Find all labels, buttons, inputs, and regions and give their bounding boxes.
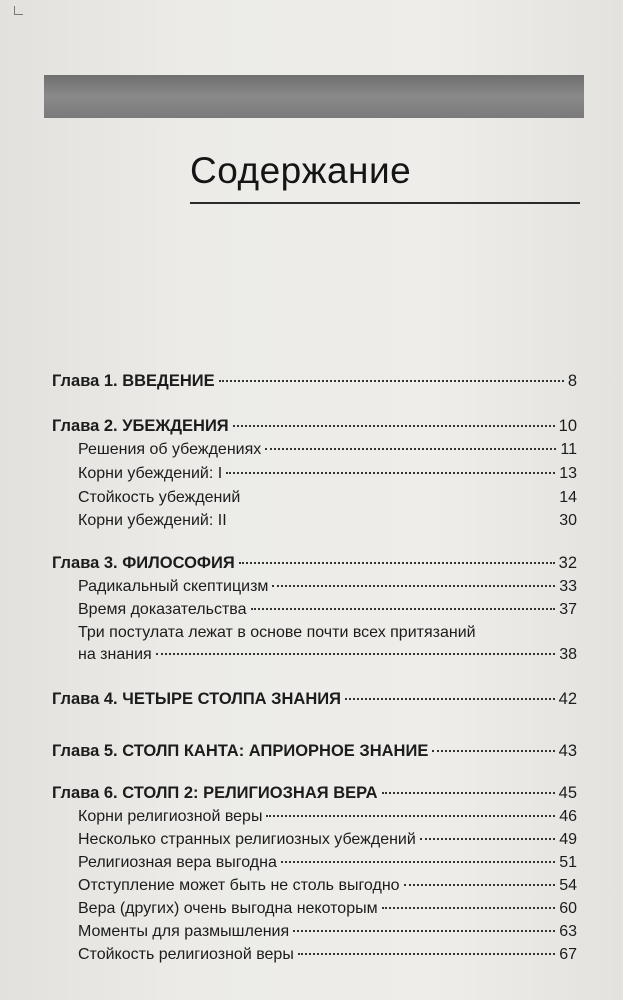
toc-page: 63 <box>559 923 577 940</box>
toc-section[interactable] <box>78 441 577 459</box>
toc-page: 54 <box>559 877 577 894</box>
toc-label: Корни убеждений: II <box>78 512 227 529</box>
toc-section-multiline[interactable] <box>78 624 577 664</box>
toc-page: 49 <box>559 831 577 848</box>
toc-label: Решения об убеждениях <box>78 441 262 458</box>
leader-dots <box>420 838 555 840</box>
toc-page: 51 <box>559 854 577 871</box>
toc-section[interactable] <box>78 601 577 619</box>
toc-label: Глава 5. СТОЛП КАНТА: АПРИОРНОЕ ЗНАНИЕ <box>52 742 429 760</box>
leader-dots <box>265 448 556 450</box>
toc-label: Несколько странных религиозных убеждений <box>78 831 416 848</box>
leader-dots <box>272 585 555 587</box>
toc-section[interactable] <box>78 465 577 483</box>
leader-dots <box>404 884 556 886</box>
leader-dots <box>432 750 554 752</box>
toc-label: Время доказательства <box>78 601 247 618</box>
leader-dots <box>156 653 556 655</box>
header-bar <box>44 75 584 118</box>
toc-page: 43 <box>558 742 577 760</box>
toc-section[interactable] <box>78 489 577 507</box>
toc-section[interactable] <box>78 854 577 872</box>
toc-chapter-1[interactable] <box>52 372 577 391</box>
toc-page: 32 <box>558 554 577 572</box>
leader-dots <box>231 519 556 521</box>
toc-page: 46 <box>559 808 577 825</box>
toc-chapter-4[interactable] <box>52 690 577 709</box>
toc-section[interactable] <box>78 831 577 849</box>
leader-dots <box>266 815 555 817</box>
toc-label: Глава 4. ЧЕТЫРЕ СТОЛПА ЗНАНИЯ <box>52 690 341 708</box>
leader-dots <box>298 953 555 955</box>
page-title: Содержание <box>190 150 412 191</box>
toc-page: 14 <box>559 489 577 506</box>
toc-section[interactable] <box>78 900 577 918</box>
leader-dots <box>281 861 555 863</box>
toc-chapter-5[interactable] <box>52 742 577 761</box>
toc-label: Корни убеждений: I <box>78 465 223 482</box>
toc-page: 33 <box>559 578 577 595</box>
toc-label: Отступление может быть не столь выгодно <box>78 877 400 894</box>
toc-label: Религиозная вера выгодна <box>78 854 277 871</box>
toc-page: 11 <box>560 441 577 458</box>
leader-dots <box>293 930 555 932</box>
leader-dots <box>219 380 564 382</box>
leader-dots <box>239 562 555 564</box>
title-rule <box>190 202 580 204</box>
toc-page: 8 <box>567 372 577 390</box>
toc-label: Глава 6. СТОЛП 2: РЕЛИГИОЗНАЯ ВЕРА <box>52 784 378 802</box>
toc-page: 37 <box>559 601 577 618</box>
toc-chapter-6[interactable] <box>52 784 577 803</box>
leader-dots <box>345 698 555 700</box>
toc-label: Стойкость убеждений <box>78 489 241 506</box>
toc-label: Глава 3. ФИЛОСОФИЯ <box>52 554 235 572</box>
toc-page: 10 <box>558 417 577 435</box>
toc-page: 38 <box>559 646 577 663</box>
toc-label: Моменты для размышления <box>78 923 290 940</box>
toc-chapter-3[interactable] <box>52 554 577 573</box>
leader-dots <box>382 907 556 909</box>
toc-section[interactable] <box>78 923 577 941</box>
toc-label: Глава 1. ВВЕДЕНИЕ <box>52 372 215 390</box>
toc-page: 13 <box>559 465 577 482</box>
toc-label-line-2: на знания <box>78 646 152 663</box>
toc-section[interactable] <box>78 946 577 964</box>
toc-page: 60 <box>559 900 577 917</box>
toc-label: Корни религиозной веры <box>78 808 263 825</box>
toc-label: Глава 2. УБЕЖДЕНИЯ <box>52 417 229 435</box>
corner-mark <box>14 6 23 15</box>
toc-section[interactable] <box>78 877 577 895</box>
toc-section[interactable] <box>78 512 577 530</box>
leader-dots <box>244 496 555 498</box>
toc-page: 67 <box>559 946 577 963</box>
toc-label: Стойкость религиозной веры <box>78 946 294 963</box>
toc-chapter-2[interactable] <box>52 417 577 436</box>
toc-label: Вера (других) очень выгодна некоторым <box>78 900 378 917</box>
toc-page: 45 <box>558 784 577 802</box>
toc-page: 30 <box>559 512 577 529</box>
leader-dots <box>251 608 556 610</box>
toc-section[interactable] <box>78 578 577 596</box>
leader-dots <box>233 425 555 427</box>
toc-page: 42 <box>558 690 577 708</box>
toc-label-line-1: Три постулата лежат в основе почти всех притязаний <box>78 624 476 641</box>
leader-dots <box>382 792 555 794</box>
leader-dots <box>226 472 555 474</box>
toc-section[interactable] <box>78 808 577 826</box>
toc-label: Радикальный скептицизм <box>78 578 269 595</box>
